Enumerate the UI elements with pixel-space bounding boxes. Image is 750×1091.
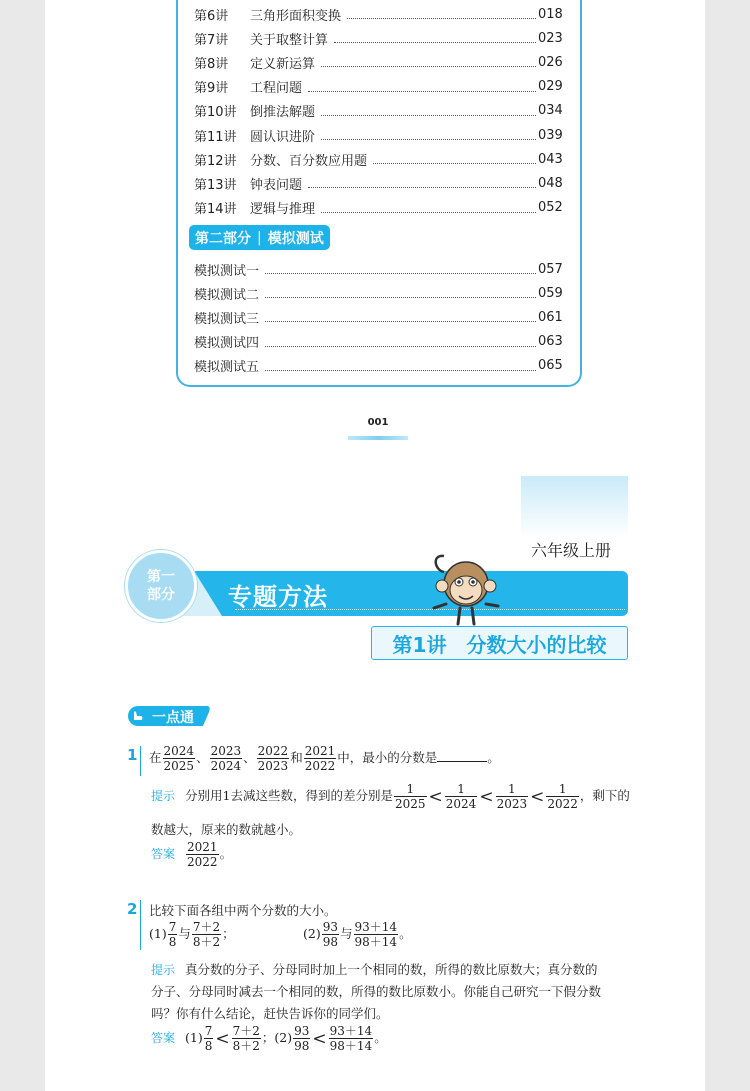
lesson-number: 第1讲	[392, 632, 447, 657]
q2-hint-line3: 吗？你有什么结论，赶快告诉你的同学们。	[151, 1006, 389, 1021]
page-number-bar	[348, 436, 408, 440]
toc-entry-title: 钟表问题	[250, 177, 303, 193]
toc-entry-page: 048	[538, 175, 563, 191]
toc-entry	[194, 28, 562, 48]
toc-entry-title: 三角形面积变换	[250, 8, 342, 24]
q1-rule	[140, 746, 141, 776]
grade-label: 六年级上册	[531, 541, 612, 560]
part2-badge	[189, 225, 330, 250]
toc-entry-title: 逻辑与推理	[250, 202, 316, 218]
toc-entry	[194, 4, 562, 24]
q2-number: 2	[127, 900, 138, 918]
toc-entry-number: 第9讲	[194, 81, 229, 97]
chapter-title: 专题方法	[228, 583, 328, 611]
toc-entry	[194, 149, 562, 169]
q1-frac-4: $\frac{2021}{2022}$	[304, 744, 336, 773]
part1-line2: 部分	[147, 587, 175, 603]
toc-entry-title: 定义新运算	[250, 56, 316, 72]
toc-entry-number: 第14讲	[194, 202, 237, 218]
q1-hint: 提示 分别用1去减这些数，得到的差分别是 $\frac{1}{2025}$ < $\frac{1}{2024}$ < $\frac{1}{2023}$ < $\frac{1}{2022}$ ，剩下的	[151, 782, 630, 811]
toc-entry-number: 第7讲	[194, 32, 229, 48]
toc2-entry	[194, 332, 562, 352]
q1-answer-blank	[437, 751, 487, 762]
toc2-entry	[194, 307, 562, 327]
toc-entry-number: 第6讲	[194, 8, 229, 24]
toc-leader	[265, 288, 536, 298]
toc-leader	[265, 361, 536, 371]
page	[45, 0, 705, 1091]
q1-stem: 在 $\frac{2024}{2025}$ 、 $\frac{2023}{2024}$ 、 $\frac{2022}{2023}$ 和 $\frac{2021}{2022}$ 中，最小的分数是 。	[149, 744, 500, 773]
q2-part2: (2) $\frac{93}{98}$ 与 $\frac{93+14}{98+14}$ 。	[303, 920, 412, 949]
toc-entry	[194, 77, 562, 97]
toc2-entry-title: 模拟测试五	[194, 360, 260, 376]
toc2-entry	[194, 283, 562, 303]
toc-entry-title: 工程问题	[250, 81, 303, 97]
monkey-mascot-icon	[428, 548, 503, 628]
toc-entry-page: 034	[538, 103, 563, 119]
toc-entry-number: 第11讲	[194, 129, 237, 145]
toc2-entry-page: 061	[538, 309, 563, 325]
toc-leader	[347, 9, 536, 19]
q1-answer: 答案 $\frac{2021}{2022}$ 。	[151, 840, 233, 869]
q2-rule	[140, 900, 141, 950]
toc-leader	[265, 337, 536, 347]
toc-leader	[265, 264, 536, 274]
toc-entry-page: 023	[538, 30, 563, 46]
part2-separator: |	[257, 229, 262, 246]
toc2-entry-title: 模拟测试四	[194, 336, 260, 352]
toc-leader	[308, 178, 536, 188]
toc-entry-number: 第10讲	[194, 105, 237, 121]
toc-leader	[265, 312, 536, 322]
toc2-entry-title: 模拟测试二	[194, 287, 260, 303]
corner-gradient	[521, 476, 628, 538]
part2-label: 第二部分	[195, 230, 251, 247]
toc-entry-page: 052	[538, 200, 563, 216]
toc2-entry-page: 065	[538, 358, 563, 374]
page-number: 001	[367, 417, 389, 428]
q1-number: 1	[127, 746, 138, 764]
toc2-entry-title: 模拟测试三	[194, 311, 260, 327]
toc-entry	[194, 125, 562, 145]
toc-entry-page: 029	[538, 79, 563, 95]
toc-entry-number: 第8讲	[194, 56, 229, 72]
toc-entry	[194, 101, 562, 121]
toc2-entry-page: 059	[538, 285, 563, 301]
toc-entry-page: 026	[538, 54, 563, 70]
toc2-entry-title: 模拟测试一	[194, 263, 260, 279]
q1-frac-3: $\frac{2022}{2023}$	[257, 744, 289, 773]
toc-entry-page: 039	[538, 127, 563, 143]
toc-entry	[194, 173, 562, 193]
toc-entry-number: 第13讲	[194, 177, 237, 193]
part1-circle	[125, 550, 197, 622]
toc2-entry	[194, 259, 562, 279]
q2-answer: 答案 (1) $\frac{7}{8}$ < $\frac{7+2}{8+2}$ ；(2) $\frac{93}{98}$ < $\frac{93+14}{98+14}$ 。	[151, 1024, 387, 1053]
q1-frac-1: $\frac{2024}{2025}$	[163, 744, 195, 773]
q2-stem: 比较下面各组中两个分数的大小。	[149, 903, 337, 918]
q2-hint: 提示 真分数的分子、分母同时加上一个相同的数，所得的数比原数大；真分数的	[151, 962, 598, 977]
toc-entry	[194, 52, 562, 72]
part2-title: 模拟测试	[267, 230, 324, 247]
toc-entry-title: 关于取整计算	[250, 32, 329, 48]
toc-leader	[321, 130, 536, 140]
section-title: 一点通	[152, 710, 194, 726]
toc2-entry-page: 057	[538, 261, 563, 277]
toc-leader	[334, 33, 536, 43]
toc2-entry	[194, 356, 562, 376]
toc-entry-page: 043	[538, 151, 563, 167]
q2-hint-line2: 分子、分母同时减去一个相同的数，所得的数比原数小。你能自己研究一下假分数	[151, 984, 602, 999]
toc-leader	[308, 82, 536, 92]
toc-leader	[321, 203, 536, 213]
toc-entry-title: 分数、百分数应用题	[250, 153, 368, 169]
toc-leader	[373, 154, 536, 164]
toc-entry-number: 第12讲	[194, 153, 237, 169]
toc-entry-title: 倒推法解题	[250, 105, 316, 121]
toc-leader	[321, 57, 536, 67]
q1-hint-line2: 数越大，原来的数就越小。	[151, 822, 302, 837]
q2-part1: (1) $\frac{7}{8}$ 与 $\frac{7+2}{8+2}$ ；	[149, 920, 235, 949]
lesson-title: 分数大小的比较	[466, 632, 607, 657]
toc2-entry-page: 063	[538, 334, 563, 350]
toc-entry	[194, 198, 562, 218]
toc-entry-page: 018	[538, 6, 563, 22]
q1-frac-2: $\frac{2023}{2024}$	[210, 744, 242, 773]
toc-leader	[321, 106, 536, 116]
part1-line1: 第一	[147, 569, 175, 585]
lesson-title-box	[371, 626, 628, 660]
toc-entry-title: 圆认识进阶	[250, 129, 316, 145]
